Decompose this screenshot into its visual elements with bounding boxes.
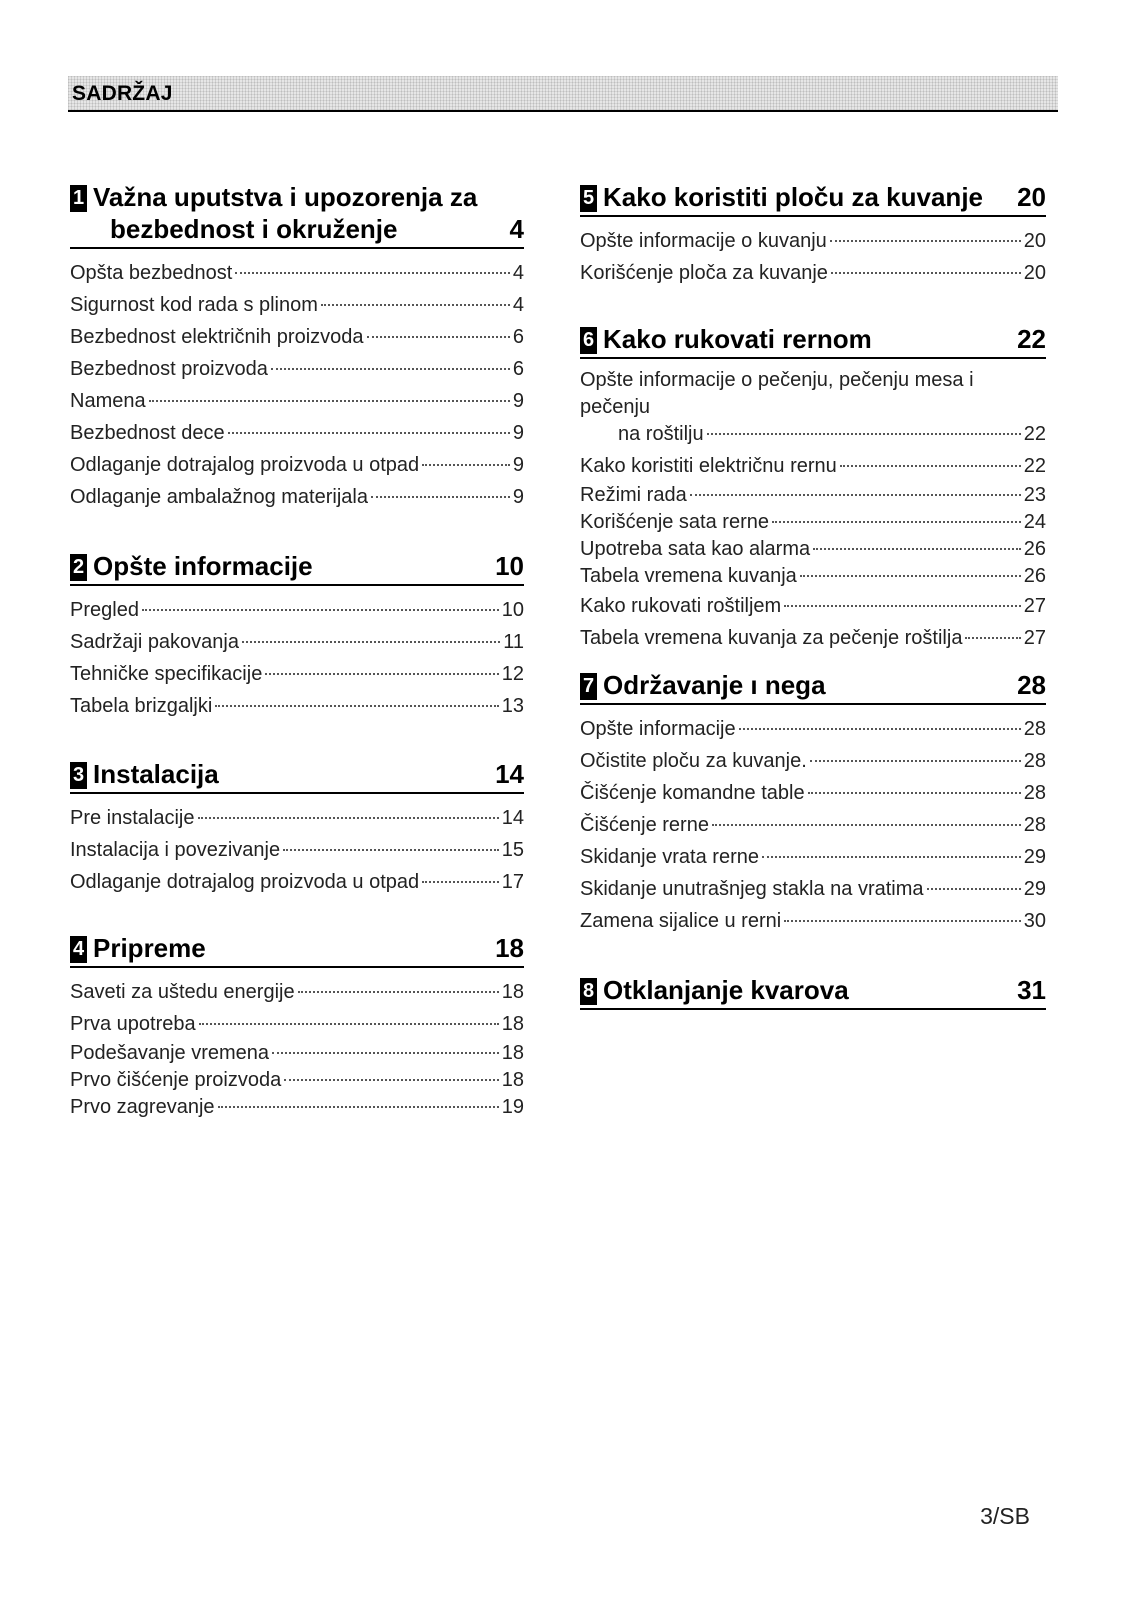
- section-6-entries: [580, 367, 1046, 654]
- dot-leader: [772, 521, 1021, 523]
- entry-label: Očistite ploču za kuvanje.: [580, 750, 807, 772]
- toc-entry[interactable]: [70, 802, 524, 834]
- section-number-badge: 7: [580, 673, 597, 700]
- section-3: [70, 758, 524, 898]
- entry-label: Skidanje vrata rerne: [580, 846, 759, 868]
- toc-entry[interactable]: [70, 626, 524, 658]
- dot-leader: [235, 272, 510, 274]
- section-2-entries: [70, 594, 524, 722]
- dot-leader: [199, 1023, 499, 1025]
- entry-page: 28: [1023, 750, 1046, 772]
- toc-entry[interactable]: [580, 905, 1046, 937]
- section-7-entries: [580, 713, 1046, 937]
- dot-leader: [712, 824, 1021, 826]
- entry-label: Podešavanje vremena: [70, 1042, 270, 1064]
- section-number-badge: 5: [580, 185, 597, 212]
- section-title: Opšte informacije: [93, 551, 313, 581]
- section-5-heading[interactable]: [580, 181, 1046, 217]
- entry-label-line2: na roštilju: [618, 423, 704, 445]
- entry-label: Bezbednost električnih proizvoda: [70, 326, 364, 348]
- entry-page: 26: [1023, 565, 1046, 587]
- entry-label: Sadržaji pakovanja: [70, 631, 239, 653]
- entry-label: Opšte informacije: [580, 718, 736, 740]
- section-4-heading[interactable]: [70, 932, 524, 968]
- dot-leader: [422, 464, 510, 466]
- entry-label: Upotreba sata kao alarma: [580, 538, 811, 560]
- entry-page: 30: [1023, 910, 1046, 932]
- dot-leader: [810, 760, 1021, 762]
- dot-leader: [808, 792, 1021, 794]
- entry-page: 14: [501, 807, 524, 829]
- entry-page: 22: [1023, 423, 1046, 445]
- toc-entry[interactable]: [70, 690, 524, 722]
- toc-entry[interactable]: [70, 353, 524, 385]
- section-2-heading[interactable]: [70, 550, 524, 586]
- entry-label: Prvo čišćenje proizvoda: [70, 1069, 282, 1091]
- entry-label: Skidanje unutrašnjeg stakla na vratima: [580, 878, 924, 900]
- section-page: 31: [1017, 975, 1046, 1005]
- entry-page: 27: [1023, 595, 1046, 617]
- section-8-heading[interactable]: [580, 974, 1046, 1010]
- dot-leader: [271, 368, 510, 370]
- section-title-line1: Važna uputstva i upozorenja za: [93, 182, 478, 212]
- section-page: 10: [495, 551, 524, 581]
- entry-page: 4: [512, 294, 524, 316]
- section-title-line2: bezbednost i okruženje: [110, 214, 398, 244]
- entry-label: Tehničke specifikacije: [70, 663, 263, 685]
- toc-entry[interactable]: [70, 321, 524, 353]
- entry-page: 18: [501, 1069, 524, 1091]
- entry-page: 22: [1023, 455, 1046, 477]
- dot-leader: [298, 991, 499, 993]
- section-8: [580, 974, 1046, 1010]
- toc-entry[interactable]: [70, 481, 524, 513]
- section-1: [70, 181, 524, 513]
- toc-entry[interactable]: [580, 563, 1046, 590]
- toc-entry[interactable]: [70, 594, 524, 626]
- entry-label: Kako rukovati roštiljem: [580, 595, 782, 617]
- dot-leader: [198, 817, 499, 819]
- entry-page: 9: [512, 486, 524, 508]
- entry-label: Čišćenje rerne: [580, 814, 709, 836]
- section-6-heading[interactable]: [580, 323, 1046, 359]
- dot-leader: [784, 605, 1021, 607]
- dot-leader: [321, 304, 510, 306]
- entry-page: 9: [512, 454, 524, 476]
- section-3-entries: [70, 802, 524, 898]
- entry-label: Zamena sijalice u rerni: [580, 910, 782, 932]
- entry-page: 4: [512, 262, 524, 284]
- entry-label: Prvo zagrevanje: [70, 1096, 215, 1118]
- entry-page: 6: [512, 326, 524, 348]
- entry-label: Tabela vremena kuvanja za pečenje roštilja: [580, 627, 963, 649]
- entry-page: 9: [512, 422, 524, 444]
- entry-page: 12: [501, 663, 524, 685]
- section-number-badge: 3: [70, 762, 87, 789]
- dot-leader: [840, 465, 1021, 467]
- entry-page: 20: [1023, 262, 1046, 284]
- dot-leader: [284, 1079, 499, 1081]
- toc-entry[interactable]: [580, 777, 1046, 809]
- section-4-entries: [70, 976, 524, 1121]
- toc-entry[interactable]: [580, 509, 1046, 536]
- section-5-entries: [580, 225, 1046, 289]
- toc-entry[interactable]: [580, 841, 1046, 873]
- section-page: 28: [1017, 670, 1046, 700]
- toc-entry[interactable]: [70, 658, 524, 690]
- section-title: Održavanje ı nega: [603, 670, 826, 700]
- dot-leader: [283, 849, 499, 851]
- entry-page: 20: [1023, 230, 1046, 252]
- toc-entry[interactable]: [70, 1067, 524, 1094]
- section-1-heading[interactable]: [70, 181, 524, 249]
- dot-leader: [800, 575, 1021, 577]
- entry-label: Opšta bezbednost: [70, 262, 233, 284]
- section-title: Kako koristiti ploču za kuvanje: [603, 182, 983, 212]
- header-bar: [68, 76, 1058, 112]
- entry-page: 18: [501, 1042, 524, 1064]
- dot-leader: [371, 496, 510, 498]
- entry-page: 28: [1023, 782, 1046, 804]
- entry-page: 17: [501, 871, 524, 893]
- toc-entry[interactable]: [70, 257, 524, 289]
- entry-label: Saveti za uštedu energije: [70, 981, 295, 1003]
- toc-entry[interactable]: [70, 1008, 524, 1040]
- entry-page: 15: [501, 839, 524, 861]
- entry-page: 19: [501, 1096, 524, 1118]
- dot-leader: [965, 637, 1020, 639]
- entry-page: 18: [501, 981, 524, 1003]
- section-7-heading[interactable]: [580, 669, 1046, 705]
- entry-page: 18: [501, 1013, 524, 1035]
- toc-entry[interactable]: [580, 590, 1046, 622]
- section-number-badge: 1: [70, 185, 87, 212]
- section-page: 18: [495, 933, 524, 963]
- toc-entry[interactable]: [580, 622, 1046, 654]
- entry-label: Sigurnost kod rada s plinom: [70, 294, 318, 316]
- section-title: Instalacija: [93, 759, 219, 789]
- toc-entry[interactable]: [580, 367, 1046, 448]
- section-number-badge: 8: [580, 978, 597, 1005]
- entry-page: 10: [501, 599, 524, 621]
- entry-label: Instalacija i povezivanje: [70, 839, 281, 861]
- dot-leader: [707, 433, 1021, 435]
- toc-entry[interactable]: [580, 745, 1046, 777]
- section-title: Otklanjanje kvarova: [603, 975, 849, 1005]
- dot-leader: [813, 548, 1021, 550]
- entry-page: 28: [1023, 718, 1046, 740]
- entry-label: Čišćenje komandne table: [580, 782, 805, 804]
- section-number-badge: 2: [70, 554, 87, 581]
- toc-entry[interactable]: [70, 449, 524, 481]
- dot-leader: [830, 240, 1021, 242]
- section-page: 22: [1017, 324, 1046, 354]
- entry-label: Prva upotreba: [70, 1013, 196, 1035]
- section-page: 4: [509, 214, 524, 244]
- entry-page: 23: [1023, 484, 1046, 506]
- entry-label: Kako koristiti električnu rernu: [580, 455, 837, 477]
- toc-entry[interactable]: [580, 450, 1046, 482]
- section-number-badge: 4: [70, 936, 87, 963]
- dot-leader: [228, 432, 510, 434]
- entry-label: Opšte informacije o kuvanju: [580, 230, 827, 252]
- dot-leader: [784, 920, 1021, 922]
- section-3-heading[interactable]: [70, 758, 524, 794]
- section-1-entries: [70, 257, 524, 513]
- entry-page: 24: [1023, 511, 1046, 533]
- entry-label: Pre instalacije: [70, 807, 195, 829]
- entry-label: Korišćenje sata rerne: [580, 511, 769, 533]
- toc-entry[interactable]: [70, 866, 524, 898]
- section-5: [580, 181, 1046, 289]
- dot-leader: [215, 705, 498, 707]
- entry-label: Namena: [70, 390, 146, 412]
- dot-leader: [422, 881, 499, 883]
- entry-label: Pregled: [70, 599, 139, 621]
- entry-label: Tabela vremena kuvanja: [580, 565, 797, 587]
- entry-page: 13: [501, 695, 524, 717]
- section-page: 20: [1017, 182, 1046, 212]
- entry-label-line1: Opšte informacije o pečenju, pečenju mesa i pečenju: [580, 369, 974, 418]
- entry-page: 29: [1023, 878, 1046, 900]
- toc-entry[interactable]: [70, 385, 524, 417]
- entry-page: 27: [1023, 627, 1046, 649]
- dot-leader: [149, 400, 510, 402]
- toc-entry[interactable]: [580, 873, 1046, 905]
- section-title: Pripreme: [93, 933, 206, 963]
- toc-entry[interactable]: [70, 976, 524, 1008]
- dot-leader: [218, 1106, 499, 1108]
- dot-leader: [739, 728, 1021, 730]
- section-7: [580, 669, 1046, 937]
- toc-entry[interactable]: [70, 417, 524, 449]
- entry-label: Režimi rada: [580, 484, 687, 506]
- section-2: [70, 550, 524, 722]
- entry-page: 28: [1023, 814, 1046, 836]
- dot-leader: [142, 609, 499, 611]
- dot-leader: [927, 888, 1021, 890]
- entry-page: 6: [512, 358, 524, 380]
- toc-entry[interactable]: [580, 482, 1046, 509]
- toc-entry[interactable]: [70, 834, 524, 866]
- section-page: 14: [495, 759, 524, 789]
- toc-entry[interactable]: [580, 713, 1046, 745]
- dot-leader: [242, 641, 500, 643]
- entry-page: 29: [1023, 846, 1046, 868]
- entry-page: 26: [1023, 538, 1046, 560]
- toc-entry[interactable]: [580, 536, 1046, 563]
- dot-leader: [367, 336, 510, 338]
- entry-page: 11: [503, 631, 524, 653]
- toc-entry[interactable]: [70, 289, 524, 321]
- toc-entry[interactable]: [70, 1040, 524, 1067]
- page-title: SADRŽAJ: [72, 82, 173, 105]
- section-title: Kako rukovati rernom: [603, 324, 872, 354]
- entry-label: Korišćenje ploča za kuvanje: [580, 262, 828, 284]
- entry-page: 9: [512, 390, 524, 412]
- entry-label: Bezbednost dece: [70, 422, 225, 444]
- toc-entry[interactable]: [580, 225, 1046, 257]
- dot-leader: [265, 673, 498, 675]
- dot-leader: [762, 856, 1021, 858]
- section-4: [70, 932, 524, 1121]
- dot-leader: [272, 1052, 499, 1054]
- entry-label: Tabela brizgaljki: [70, 695, 213, 717]
- page-number: 3/SB: [980, 1503, 1030, 1529]
- dot-leader: [690, 494, 1021, 496]
- entry-label: Odlaganje dotrajalog proizvoda u otpad: [70, 454, 420, 476]
- section-number-badge: 6: [580, 327, 597, 354]
- entry-label: Odlaganje dotrajalog proizvoda u otpad: [70, 871, 420, 893]
- toc-entry[interactable]: [580, 809, 1046, 841]
- entry-label: Bezbednost proizvoda: [70, 358, 268, 380]
- toc-entry[interactable]: [70, 1094, 524, 1121]
- dot-leader: [831, 272, 1021, 274]
- toc-entry[interactable]: [580, 257, 1046, 289]
- section-6: [580, 323, 1046, 654]
- entry-label: Odlaganje ambalažnog materijala: [70, 486, 368, 508]
